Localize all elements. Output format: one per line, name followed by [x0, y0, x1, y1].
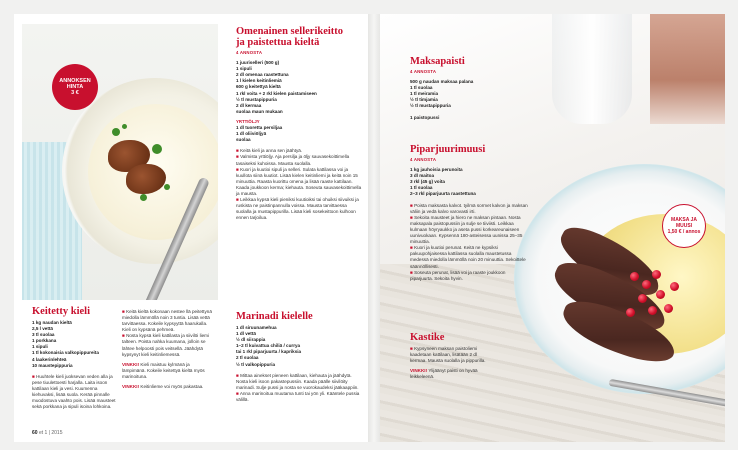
title-line: Omenainen sellerikeitto	[236, 26, 344, 37]
tongue-method	[122, 309, 214, 390]
mash-title: Piparjuurimuusi	[410, 144, 486, 155]
lingonberry-image	[664, 304, 673, 313]
ingredient-line: 10 maustepippuria	[32, 362, 73, 368]
herb-oil-drop	[164, 184, 170, 190]
badge-line: MUUSI	[675, 223, 693, 229]
bullet-icon: ■	[410, 245, 415, 251]
sauce-title: Kastike	[410, 332, 445, 343]
ingredient-line: ½ tl valkopippuria	[236, 361, 276, 367]
price-badge	[52, 64, 98, 110]
issue-label: et 1 | 2015	[38, 430, 63, 436]
method-steps	[236, 148, 362, 221]
ingredient-line: 2 dl omenaa raastettuna	[236, 72, 289, 78]
tip-label: VINKKI!	[122, 384, 140, 390]
badge-line: ANNOKSEN	[59, 77, 91, 84]
tip-text	[122, 362, 214, 380]
ingredient-line: 1 rkl voita + 2 rkl kielen paistamiseen	[236, 90, 317, 96]
ingredient-line: 1 tl kokonaisia valkopippureita	[32, 350, 99, 356]
left-page	[14, 14, 368, 442]
ingredient-line: suolaa maun mukaan	[236, 108, 283, 114]
tip-body: Kieli maistuu kylmänä ja lämpimänä. Kokeile keitettyä kieltä myös marinoituna.	[122, 361, 205, 379]
badge-price: 1,50 € / annos	[667, 229, 701, 235]
tip-label: VINKKI!	[410, 368, 428, 374]
ingredient-list	[236, 125, 362, 143]
ingredient-list	[236, 60, 362, 115]
herb-oil-drop	[112, 128, 120, 136]
tip-text	[410, 368, 494, 380]
badge-line: HINTA	[66, 83, 84, 90]
soup-recipe	[236, 26, 362, 221]
method-step: ■ Leikkaa kypsä kieli pieniksi kuutioiksi tai ohuiksi siivuiksi ja ruskista ne paistinpannulla voissa. Mausta tarvittaessa suolalla ja mustapippurilla. Lisää kieli sosekeittoon kulhoon ennen tarjoilua.	[236, 197, 359, 221]
ingredient-line: suolaa	[236, 137, 251, 143]
method-steps	[410, 346, 494, 364]
bullet-icon: ■	[410, 346, 415, 351]
ingredient-list	[236, 325, 362, 368]
herb-oil-heading: YRTTIÖLJY	[236, 118, 260, 124]
method-step: ■ Mittaa ainekset pieneen kattilaan, kiehauta ja jäähdytä. Nosta kieli isoon pakastepussiin. Kaada päälle siivilöity marinadi. Sulje pussi ja nosta se vuorokaudeksi jääkaappiin.	[236, 372, 359, 390]
title-line: ja paistettua kieltä	[236, 37, 320, 48]
bullet-icon: ■	[410, 202, 415, 208]
ingredient-line: tai 1 rkl piparjuurta / kapriksia	[236, 349, 302, 355]
ingredient-line: 1–2 tl kuivattua chiliä / currya	[236, 343, 301, 349]
ingredient-line: 1 tl meiramia	[410, 91, 439, 97]
lingonberry-image	[642, 280, 651, 289]
ingredient-list	[410, 79, 520, 109]
method-steps	[122, 309, 214, 358]
ingredient-line: 1 paistopussi	[410, 114, 440, 120]
badge-price: 3 €	[71, 90, 79, 97]
bullet-icon: ■	[236, 372, 241, 378]
sauce-recipe	[410, 332, 494, 380]
ingredient-line: 4 laakerinlehteä	[32, 356, 67, 362]
marinade-recipe	[236, 311, 362, 403]
ingredient-line: 2 tl suolaa	[236, 355, 259, 361]
bullet-icon: ■	[122, 309, 127, 314]
marinade-title: Marinadi kielelle	[236, 311, 313, 322]
ingredient-line: 1 kg jauhoisia perunoita	[410, 167, 463, 173]
method-step: ■ Huuhtele kieli juoksevan veden alla ja pese tiuulettoesti harjalla. Laita isoon kattilaan kieli ja vesi. Kuumenna kiehuvaksi, lisää suola. Kerää pinnalle muodostuva vaahto pois. Lisää mausteet sekä porkkana ja sipuli isoina lohkoina.	[32, 373, 116, 410]
page-gutter	[368, 14, 380, 442]
bullet-icon: ■	[410, 214, 415, 220]
ingredient-line: 500 g naudan maksaa palana	[410, 79, 474, 85]
ingredient-line: ½ dl siirappia	[236, 337, 266, 343]
lingonberry-image	[670, 282, 679, 291]
bullet-icon: ■	[236, 166, 241, 172]
bullet-icon: ■	[236, 154, 241, 160]
page-footer	[32, 430, 63, 436]
bullet-icon: ■	[236, 148, 241, 154]
ingredient-line: 1 dl tuoretta persiljaa	[236, 125, 283, 131]
background-object-image	[650, 14, 725, 124]
lingonberry-image	[648, 306, 657, 315]
ingredient-line: 600 g keitettyä kieltä	[236, 84, 281, 90]
method-steps	[236, 373, 362, 403]
bullet-icon: ■	[410, 269, 415, 275]
ingredient-line: 3 tl suolaa	[32, 332, 55, 338]
badge-line: MAKSA JA	[671, 217, 697, 223]
ingredient-line: 1 porkkana	[32, 338, 57, 344]
servings-label: 4 ANNOSTA	[410, 157, 437, 162]
ingredient-line: 1 kg naudan kieltä	[32, 320, 72, 325]
ingredient-line: 1 sipuli	[32, 344, 48, 350]
bullet-icon: ■	[122, 333, 127, 339]
page-number: 60	[32, 430, 38, 436]
tongue-recipe	[32, 306, 116, 410]
soup-title	[236, 26, 362, 48]
right-page	[380, 14, 725, 442]
ingredient-line: ½ tl mustapippuria	[236, 96, 277, 102]
method-step: ■ Soseuta perunat, lisää voi ja raaste joukkoon piparjuurta. Sekoita hyvin.	[410, 269, 506, 281]
glass-image	[552, 14, 632, 124]
ingredient-line: 1 sipuli	[236, 66, 252, 72]
herb-oil-drop	[152, 144, 162, 154]
method-step: ■ Poista maksasta kalvot. tyilmä sormet kalvon ja maksan väliin ja vedä kalvo varovasti irti.	[410, 202, 528, 214]
ingredient-line: ½ tl mustapippuria	[410, 103, 451, 109]
method-step: ■ Keitä kieli ja anna sen jäähtyä.	[236, 148, 303, 154]
bullet-icon: ■	[236, 197, 241, 203]
ingredient-list	[410, 167, 528, 197]
ingredient-line: 3 rkl (45 g) voita	[410, 179, 445, 185]
method-step: ■ Kuori ja kuutioi perunat. Keitä ne kypsiksi pakuupohjaisessa kattilassa suolalla maustetussa medessä miedolla lämmöllä noin 20 minuuttia. Sekoittele säännöllisesti.	[410, 245, 526, 269]
tongue-title: Keitetty kieli	[32, 306, 91, 317]
method-step: ■ Nosta kypsä kieli kattilasta ja siivilöi liemi talteen. Poista nahka kuumana, jolloin se lähtee helpoosti pois veitsellä. Jäähdytä kypsynyt kieli keitinliemessä.	[122, 333, 210, 357]
tip-label: VINKKI!	[122, 361, 140, 367]
lingonberry-image	[630, 272, 639, 281]
liver-recipe	[410, 56, 520, 121]
ingredient-line: 1 l kielen keitinliemiä	[236, 78, 282, 84]
method-step: ■ Valmista yrttiöljy. Aja persilja ja öljy sauvasekoittimella tasaiseksi kuhoissa. Mausta suolalla.	[236, 154, 350, 166]
method-step: ■ Kuori ja kuutioi sipuli ja selleri. Sulata kattilassa voi ja kuullota siinä kuutiot. Lisää kielen keitinliemi ja keitä noin 15 minuuttia. Raasta kuorittu omena ja lisää raaste kattilaan. Kaada joukkoon kerma; kiehauta. Soseuta sauvasekoittimella ja mausta.	[236, 166, 362, 196]
ingredient-line: 1 dl siruunamehua	[236, 325, 277, 330]
ingredient-line: 1 dl vettä	[236, 331, 256, 337]
method-steps	[32, 374, 116, 411]
ingredient-line: 1 tl suolaa	[410, 85, 433, 91]
method-step: ■ Keitä kieltä kokonaan nestee llä peitettynä miedolla lämmöllä noin 3 tuntia. Lisää vettä tarvittaessa. Kokeile kypsyyttä haarukalla. Kieli on kypsänä pehmeä.	[122, 309, 212, 333]
lingonberry-image	[638, 294, 647, 303]
method-step: ■ Anna marinoitua muutama tunti tai yön yli. Kääntele pussia välillä.	[236, 390, 360, 403]
liver-title: Maksapaisti	[410, 56, 465, 67]
tip-body: Keitinlieme voi myös pakastaa.	[140, 384, 204, 390]
method-steps	[410, 203, 528, 282]
ingredient-line: 3 dl maitoa	[410, 173, 434, 179]
ingredient-line: 2 dl kermaa	[236, 102, 262, 108]
herb-oil-drop	[140, 194, 147, 201]
ingredient-line: 1 dl oliiviöljyä	[236, 131, 267, 137]
ingredient-line: ½ tl timjamia	[410, 97, 438, 103]
ingredient-list	[32, 320, 116, 369]
price-badge	[662, 204, 706, 248]
herb-oil-drop	[122, 124, 127, 129]
tip-body: Ylijäänyt paisti on hyvää leikkeleenä.	[410, 368, 478, 380]
lingonberry-image	[626, 308, 635, 317]
servings-label: 4 ANNOSTA	[236, 50, 263, 55]
lingonberry-image	[656, 290, 665, 299]
bullet-icon: ■	[236, 390, 240, 396]
ingredient-line: 1 tl suolaa	[410, 185, 433, 191]
ingredient-line: 2,5 l vettä	[32, 326, 53, 332]
method-step: ■ Kypsyneen maksan paistoliemi kaadetaan kattilaan, lisätään 2 dl kermaa. Mausta suolalla ja pippurilla.	[410, 346, 486, 364]
ingredient-line: 2–3 rkl piparjuurta raastettuna	[410, 191, 476, 197]
soup-photo	[22, 24, 218, 300]
servings-label: 4 ANNOSTA	[410, 69, 437, 74]
bullet-icon: ■	[32, 373, 37, 379]
method-step: ■ Sekoita mausteet ja hiero ne maksan pintaan. Nosta maksapala paistopussiin ja sulje se tiiviisti. Leikkaa kulmaan höyryaukko ja aseta pussi korkeareunaiseen uunivuokaan. Kypsennä 180-asteisessa uunissa 25–35 minuuttia.	[410, 214, 523, 245]
ingredient-line: 1 juuriselleri (500 g)	[236, 60, 280, 66]
mash-recipe	[410, 144, 528, 282]
tip-text	[122, 384, 214, 390]
lingonberry-image	[652, 270, 661, 279]
